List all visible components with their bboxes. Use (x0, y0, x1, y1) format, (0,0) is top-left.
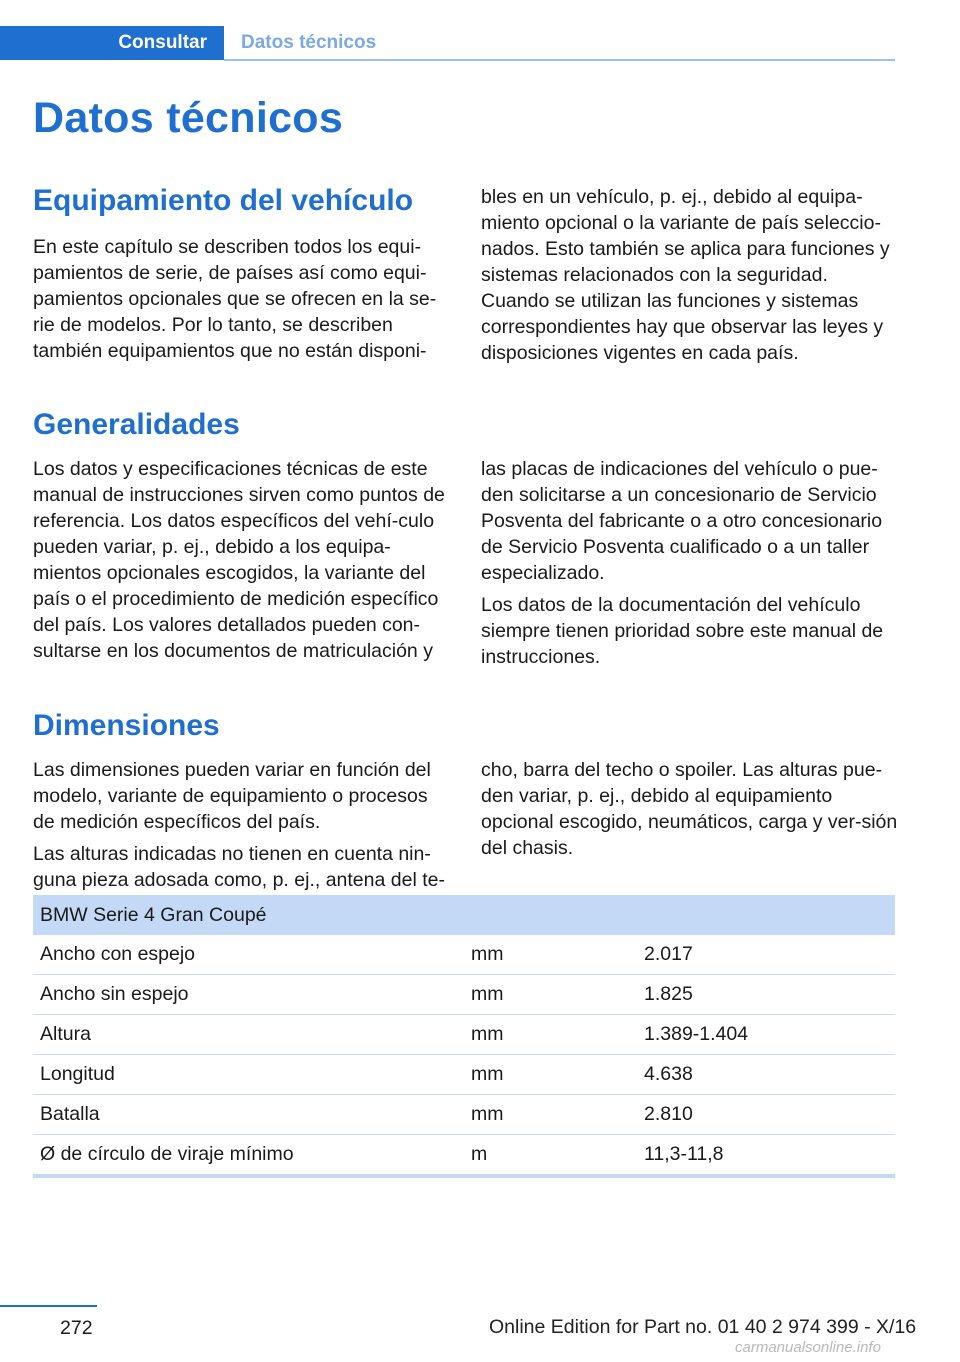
edition-footer: Online Edition for Part no. 01 40 2 974 399 - X/16 (489, 1316, 917, 1338)
paragraph: Las dimensiones pueden variar en función del modelo, variante de equipamiento o procesos de medición específicos del país. (33, 759, 431, 833)
paragraph: En este capítulo se describen todos los equi‐pamientos de serie, de países así como equi‐pamientos opcionales que se ofrecen en la se‐rie de modelos. Por lo tanto, se describen también equipamientos que no están disponi‐ (33, 236, 437, 362)
table-header: BMW Serie 4 Gran Coupé (33, 895, 895, 935)
dimensiones-right-column (481, 757, 899, 867)
paragraph: Los datos y especificaciones técnicas de este manual de instrucciones sirven como puntos de referencia. Los datos específicos del vehí‐culo pueden variar, p. ej., debido a los equipa‐mientos opcionales escogidos, la variante del país o el procedimiento de medición específico del país. Los valores detallados pueden con‐sultarse en los documentos de matriculación y (33, 458, 445, 662)
table-row (33, 1095, 895, 1135)
heading-generalidades: Generalidades (33, 408, 240, 441)
page-number: 272 (60, 1317, 93, 1339)
table-row (33, 1015, 895, 1055)
generalidades-right-column (481, 456, 899, 676)
table-cell-label: Altura (33, 1015, 464, 1055)
table-cell-value: 2.810 (637, 1095, 895, 1135)
tab-datos-tecnicos[interactable]: Datos técnicos (241, 32, 377, 53)
table-cell-label: Batalla (33, 1095, 464, 1135)
table-cell-value: 1.825 (637, 975, 895, 1015)
page-title: Datos técnicos (33, 94, 344, 142)
table-cell-unit: mm (464, 975, 637, 1015)
header-bar (0, 26, 895, 62)
table-cell-unit: mm (464, 1095, 637, 1135)
paragraph: las placas de indicaciones del vehículo o pue‐den solicitarse a un concesionario de Servicio Posventa del fabricante o a otro concesionario de Servicio Posventa cualificado o a un taller especializado. (481, 458, 883, 584)
heading-dimensiones: Dimensiones (33, 709, 220, 742)
page-number-rule (0, 1305, 97, 1307)
equipamiento-left-column (33, 234, 451, 370)
header-divider (224, 59, 895, 61)
watermark: carmanualsonline.info (735, 1339, 881, 1356)
table-cell-value: 2.017 (637, 935, 895, 975)
paragraph: bles en un vehículo, p. ej., debido al equipa‐miento opcional o la variante de país seleccio‐nados. Esto también se aplica para funciones y sistemas relacionados con la seguridad. Cuando se utilizan las funciones y sistemas correspondientes hay que observar las leyes y disposiciones vigentes en cada país. (481, 186, 890, 364)
dimensiones-left-column (33, 757, 451, 899)
table-row (33, 1135, 895, 1177)
table-row (33, 975, 895, 1015)
equipamiento-right-column (481, 184, 899, 372)
paragraph: cho, barra del techo o spoiler. Las alturas pue‐den variar, p. ej., debido al equipamiento opcional escogido, neumáticos, carga y ver‐sión del chasis. (481, 759, 898, 859)
generalidades-left-column (33, 456, 451, 670)
table-row (33, 935, 895, 975)
table-cell-value: 1.389-1.404 (637, 1015, 895, 1055)
table-cell-label: Ø de círculo de viraje mínimo (33, 1135, 464, 1177)
table-cell-unit: mm (464, 1055, 637, 1095)
table-row (33, 1055, 895, 1095)
table-cell-label: Ancho con espejo (33, 935, 464, 975)
paragraph: Los datos de la documentación del vehículo siempre tienen prioridad sobre este manual de instrucciones. (481, 594, 884, 668)
table-cell-unit: m (464, 1135, 637, 1177)
table-cell-unit: mm (464, 1015, 637, 1055)
table-cell-value: 4.638 (637, 1055, 895, 1095)
paragraph: Las alturas indicadas no tienen en cuenta nin‐guna pieza adosada como, p. ej., antena del te‐ (33, 843, 445, 891)
table-cell-label: Ancho sin espejo (33, 975, 464, 1015)
heading-equipamiento: Equipamiento del vehículo (33, 184, 414, 217)
table-cell-label: Longitud (33, 1055, 464, 1095)
table-cell-unit: mm (464, 935, 637, 975)
tab-consultar[interactable]: Consultar (0, 26, 224, 60)
dimensions-table (33, 895, 895, 1178)
table-cell-value: 11,3-11,8 (637, 1135, 895, 1177)
